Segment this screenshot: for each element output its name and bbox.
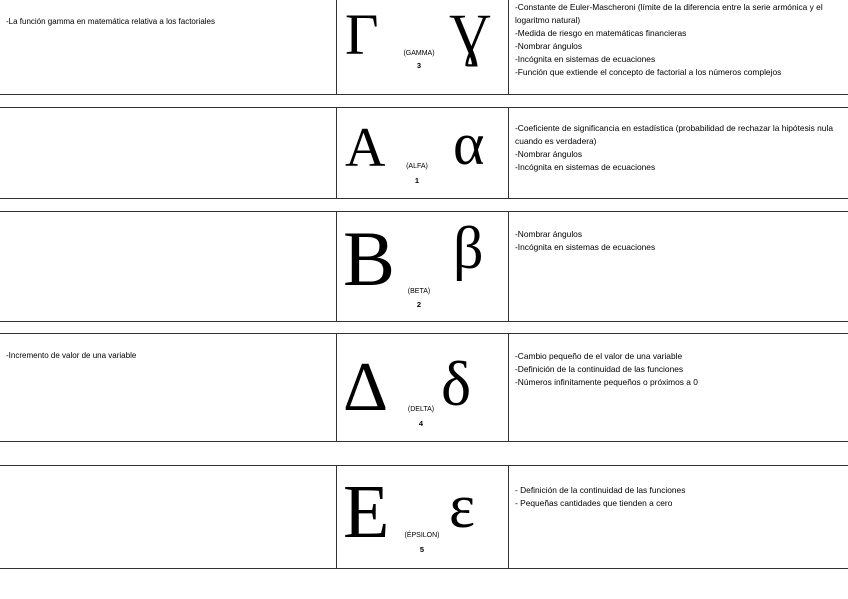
letter-number: 3 (416, 61, 422, 70)
use-item: -Cambio pequeño de el valor de una variable (515, 351, 683, 361)
uppercase-letter: Ε (343, 470, 390, 554)
letter-card-delta (0, 333, 848, 442)
letter-name: (ALFA) (406, 163, 428, 170)
left-note (0, 108, 337, 198)
uses-list (509, 466, 848, 568)
uppercase-letter: Β (343, 215, 396, 302)
letter-name: (ÉPSILON) (404, 532, 440, 539)
letter-symbols (337, 212, 509, 321)
letter-number: 1 (414, 176, 420, 185)
left-note (0, 0, 337, 94)
uppercase-letter: Α (345, 117, 386, 179)
letter-name: (GAMMA) (403, 50, 435, 57)
use-item: - Definición de la continuidad de las funciones (515, 485, 686, 495)
left-note (0, 212, 337, 321)
letter-name: (DELTA) (407, 406, 435, 413)
use-item: -Constante de Euler-Mascheroni (límite de la diferencia entre la serie armónica y el logaritmo natural) (515, 2, 823, 25)
uses-list (509, 212, 848, 321)
uppercase-letter: Δ (343, 349, 389, 426)
uppercase-letter: Γ (345, 2, 379, 67)
letter-card-gamma (0, 0, 848, 95)
left-note-text: -Incremento de valor de una variable (6, 351, 137, 360)
lowercase-letter: α (453, 111, 485, 177)
letter-number: 5 (419, 545, 425, 554)
uses-list (509, 0, 848, 94)
letter-symbols (337, 334, 509, 441)
letter-card-alfa (0, 107, 848, 199)
lowercase-letter: β (453, 215, 484, 281)
letter-symbols (337, 466, 509, 568)
letter-number: 4 (418, 419, 424, 428)
use-item: - Pequeñas cantidades que tienden a cero (515, 498, 673, 508)
use-item: -Incógnita en sistemas de ecuaciones (515, 242, 656, 252)
use-item: -Definición de la continuidad de las funciones (515, 364, 684, 374)
letter-symbols (337, 0, 509, 94)
letter-symbols (337, 108, 509, 198)
letter-card-epsilon (0, 465, 848, 569)
lowercase-letter: δ (441, 348, 472, 419)
use-item: -Incógnita en sistemas de ecuaciones (515, 162, 656, 172)
use-item: -Coeficiente de significancia en estadística (probabilidad de rechazar la hipótesis nula cuando es verdadera) (515, 123, 833, 146)
uses-list (509, 108, 848, 198)
use-item: -Incógnita en sistemas de ecuaciones (515, 54, 656, 64)
use-item: -Función que extiende el concepto de factorial a los números complejos (515, 67, 782, 77)
left-note-text: -La función gamma en matemática relativa a los factoriales (6, 17, 215, 26)
use-item: -Nombrar ángulos (515, 229, 583, 239)
lowercase-letter: Ɣ (449, 2, 491, 67)
left-note (0, 466, 337, 568)
use-item: -Medida de riesgo en matemáticas financieras (515, 28, 687, 38)
use-item: -Nombrar ángulos (515, 41, 583, 51)
letter-name: (BETA) (407, 288, 431, 295)
use-item: -Números infinitamente pequeños o próximos a 0 (515, 377, 698, 387)
uses-list (509, 334, 848, 441)
left-note (0, 334, 337, 441)
letter-number: 2 (416, 300, 422, 309)
use-item: -Nombrar ángulos (515, 149, 583, 159)
lowercase-letter: ε (449, 473, 476, 541)
letter-card-beta (0, 211, 848, 322)
